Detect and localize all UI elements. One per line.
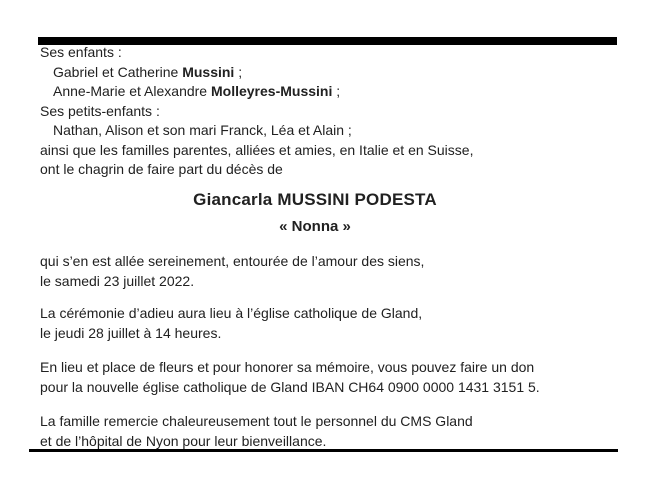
ceremony-line-1: La cérémonie d’adieu aura lieu à l’église catholique de Gland, — [40, 305, 423, 321]
passing-line-2: le samedi 23 juillet 2022. — [40, 272, 195, 289]
grandchildren-label: Ses petits-enfants : — [40, 102, 160, 119]
donation-line-1: En lieu et place de fleurs et pour honorer sa mémoire, vous pouvez faire un don — [40, 359, 535, 375]
donation-paragraph — [40, 358, 540, 397]
bottom-rule — [29, 449, 618, 452]
child-prefix: Gabriel et Catherine — [53, 63, 183, 80]
children-label: Ses enfants : — [40, 44, 122, 60]
passing-line-1: qui s’en est allée sereinement, entourée de l’amour des siens, — [40, 253, 425, 269]
child-suffix: ; — [332, 83, 341, 99]
ceremony-line-2: le jeudi 28 juillet à 14 heures. — [40, 324, 222, 341]
ceremony-paragraph — [40, 304, 422, 343]
announcement-line: ont le chagrin de faire part du décès de — [40, 161, 283, 177]
thanks-line-2: et de l’hôpital de Nyon pour leur bienveillance. — [40, 432, 327, 449]
deceased-name: Giancarla MUSSINI PODESTA — [193, 190, 437, 209]
child-family-name: Mussini — [182, 63, 235, 80]
thanks-line-1: La famille remercie chaleureusement tout le personnel du CMS Gland — [40, 413, 473, 429]
donation-line-2: pour la nouvelle église catholique de Gland IBAN CH64 0900 0000 1431 3151 5. — [40, 378, 540, 395]
passing-paragraph — [40, 252, 424, 291]
grandchildren-line: Nathan, Alison et son mari Franck, Léa et Alain ; — [53, 122, 352, 138]
child-suffix: ; — [234, 63, 243, 80]
child-line — [40, 63, 473, 83]
child-family-name: Molleyres-Mussini — [210, 83, 333, 99]
deceased-nickname: « Nonna » — [279, 218, 351, 235]
families-line: ainsi que les familles parentes, alliées et amies, en Italie et en Suisse, — [40, 141, 474, 158]
thanks-paragraph — [40, 412, 473, 451]
child-line — [40, 82, 473, 102]
child-prefix: Anne-Marie et Alexandre — [53, 83, 211, 99]
family-list — [40, 43, 473, 180]
